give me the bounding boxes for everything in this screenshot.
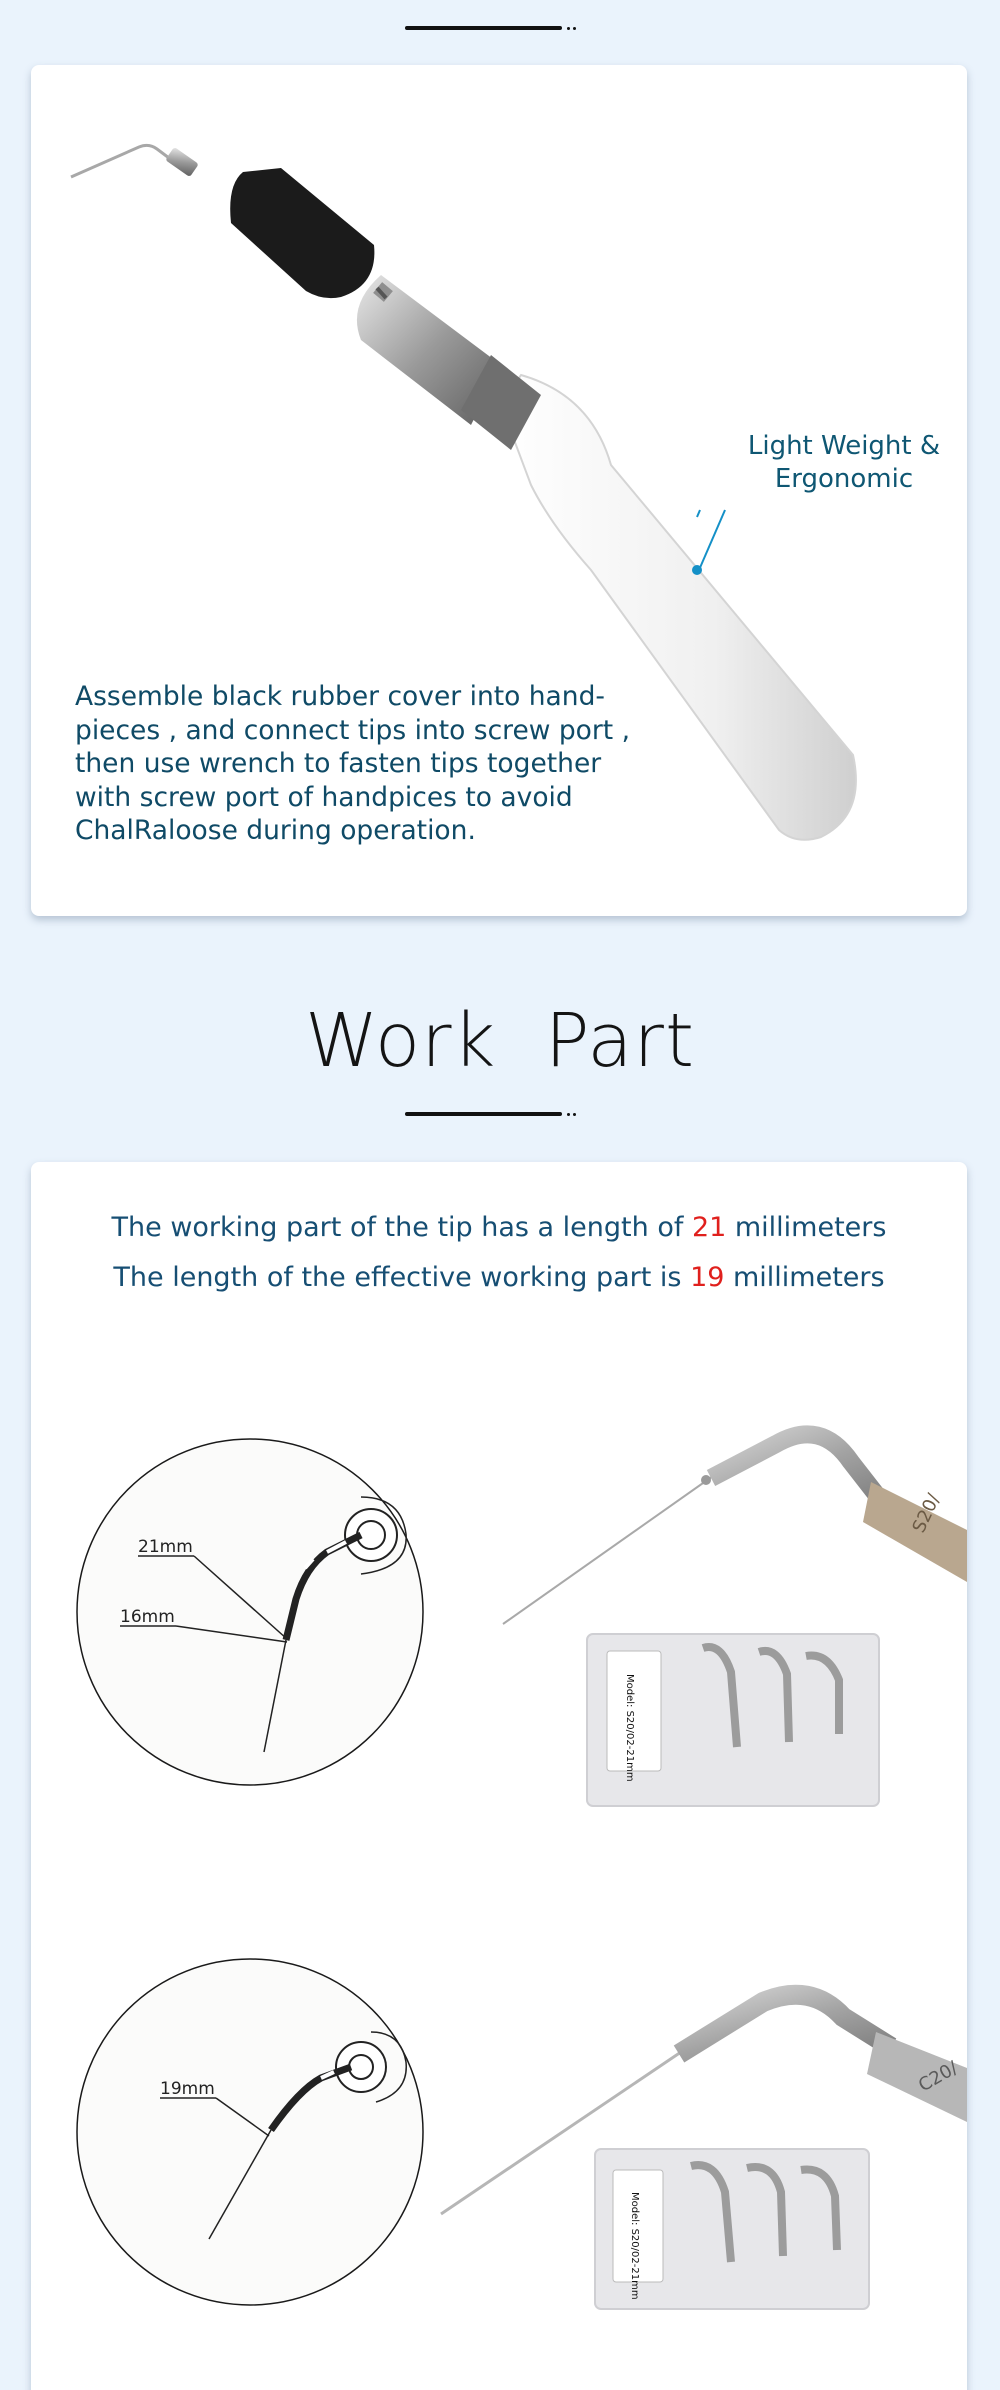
handpiece-feature-card xyxy=(31,65,967,916)
scaler-tip-icon xyxy=(71,145,181,177)
box-label-1: Model: S20/02-21mm xyxy=(624,1674,635,1782)
section-divider xyxy=(405,1110,580,1118)
spec-line-working-length: The working part of the tip has a length of 21 millimeters xyxy=(111,1212,887,1243)
length-value-19: 19 xyxy=(690,1262,725,1293)
box-label-2: Model: S20/02-21mm xyxy=(629,2192,640,2300)
assembly-line: with screw port of handpices to avoid xyxy=(75,781,573,813)
top-divider xyxy=(405,24,580,32)
diagram1-inner-label: 16mm xyxy=(120,1607,175,1627)
assembly-line: pieces , and connect tips into screw port , xyxy=(75,714,631,746)
spec-line-effective-length: The length of the effective working part is 19 millimeters xyxy=(113,1262,885,1293)
pointer-dot xyxy=(692,565,702,575)
assembly-line: ChalRaloose during operation. xyxy=(75,815,476,846)
work-part-illustrations xyxy=(31,1162,967,2390)
tip-engraving-1: S20/ xyxy=(908,1490,945,1537)
rubber-cover-icon xyxy=(230,168,374,298)
work-part-card xyxy=(31,1162,967,2390)
scaler-tip-photo-1 xyxy=(503,1434,967,1624)
length-value-21: 21 xyxy=(691,1212,727,1243)
assembly-line: then use wrench to fasten tips together xyxy=(75,748,602,779)
section-title: Work Part xyxy=(305,998,695,1084)
tip-engraving-2: C20/ xyxy=(915,2057,962,2097)
ergonomic-label: Light Weight & Ergonomic xyxy=(747,431,941,494)
assembly-instructions xyxy=(75,680,675,848)
diagram1-outer-label: 21mm xyxy=(138,1537,193,1557)
diagram2-label: 19mm xyxy=(160,2079,215,2099)
tip-length-diagram-2 xyxy=(77,1959,423,2305)
pointer-line xyxy=(697,510,700,517)
assembly-line: Assemble black rubber cover into hand- xyxy=(75,681,605,712)
